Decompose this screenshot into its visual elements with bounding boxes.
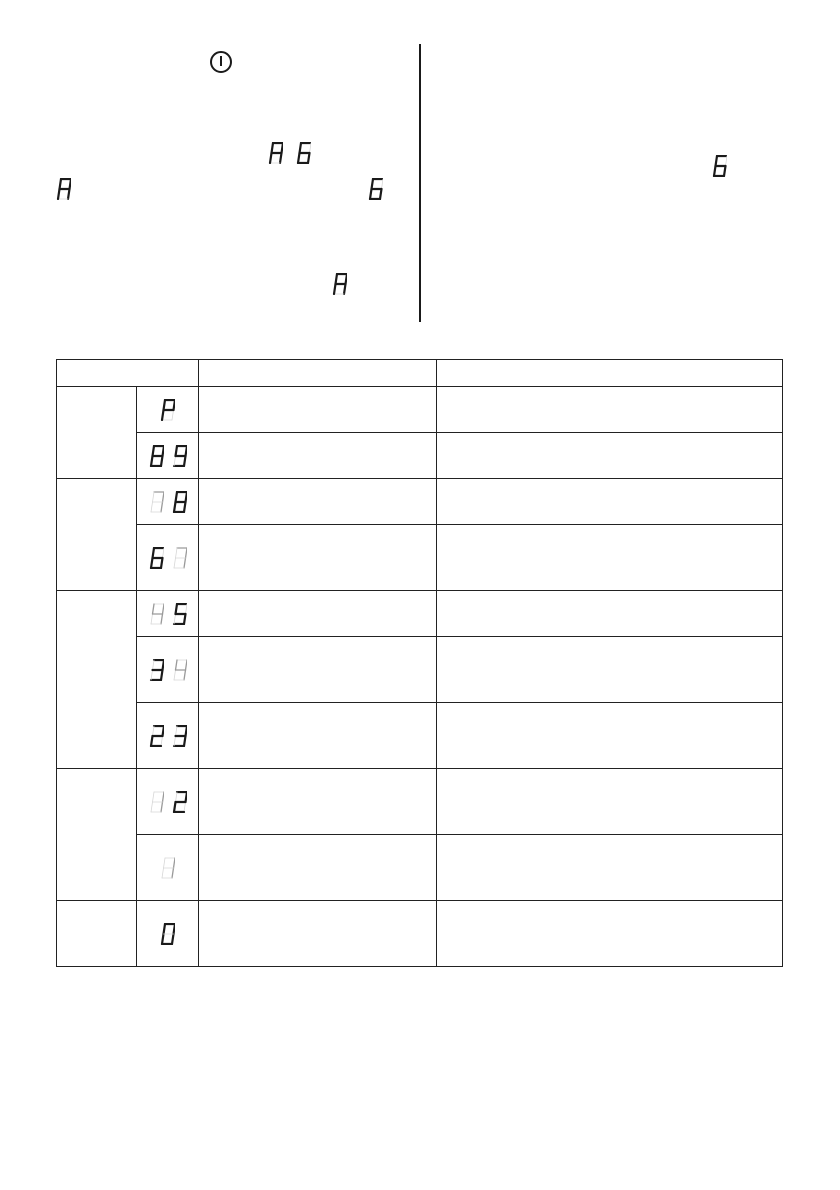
table-row <box>57 433 783 479</box>
group-cell <box>57 769 137 901</box>
table-header-cell <box>437 360 783 387</box>
display-cell <box>137 637 199 703</box>
segment-digit <box>368 178 383 200</box>
segment-digit <box>172 603 187 625</box>
segment-digit <box>296 142 311 164</box>
text-cell <box>199 835 437 901</box>
table-row <box>57 591 783 637</box>
segment-digit <box>149 659 164 681</box>
display-cell <box>137 835 199 901</box>
text-cell <box>199 525 437 591</box>
text-cell <box>199 479 437 525</box>
text-cell <box>437 525 783 591</box>
table-header-cell <box>199 360 437 387</box>
group-cell <box>57 479 137 591</box>
column-divider <box>419 44 421 322</box>
table-row <box>57 769 783 835</box>
segment-digit <box>149 491 164 513</box>
display-cell <box>137 387 199 433</box>
display-cell <box>137 703 199 769</box>
text-cell <box>437 835 783 901</box>
table-row <box>57 525 783 591</box>
text-cell <box>437 433 783 479</box>
display-cell <box>137 901 199 967</box>
display-glyph-g-right <box>368 178 383 200</box>
segment-digit <box>172 547 187 569</box>
display-cell <box>137 591 199 637</box>
text-cell <box>437 769 783 835</box>
display-cell <box>137 479 199 525</box>
segment-digit <box>712 155 727 177</box>
display-cell <box>137 433 199 479</box>
segment-digit <box>332 273 347 295</box>
text-cell <box>199 591 437 637</box>
segment-digit <box>149 725 164 747</box>
group-cell <box>57 901 137 967</box>
segment-digit <box>149 445 164 467</box>
display-cell <box>137 769 199 835</box>
table-row <box>57 479 783 525</box>
power-icon <box>209 50 233 74</box>
group-cell <box>57 387 137 479</box>
segment-digit <box>172 491 187 513</box>
segment-digit <box>160 857 175 879</box>
text-cell <box>199 387 437 433</box>
text-cell <box>437 479 783 525</box>
text-cell <box>437 901 783 967</box>
segment-digit <box>172 791 187 813</box>
segment-digit <box>149 603 164 625</box>
text-cell <box>199 433 437 479</box>
text-cell <box>199 703 437 769</box>
power-level-table <box>56 359 783 967</box>
segment-digit <box>268 142 283 164</box>
text-cell <box>437 387 783 433</box>
display-glyph-a-left <box>56 178 71 200</box>
text-cell <box>437 591 783 637</box>
display-glyph-a-bottom <box>332 273 347 295</box>
table-row <box>57 703 783 769</box>
table-row <box>57 387 783 433</box>
segment-digit <box>56 178 71 200</box>
segment-digit <box>172 659 187 681</box>
display-glyph-a <box>268 142 283 164</box>
segment-digit <box>149 791 164 813</box>
segment-digit <box>172 725 187 747</box>
table-header-cell <box>57 360 199 387</box>
group-cell <box>57 591 137 769</box>
table-row <box>57 835 783 901</box>
segment-digit <box>172 445 187 467</box>
text-cell <box>199 769 437 835</box>
text-cell <box>437 637 783 703</box>
table-header-row <box>57 360 783 387</box>
text-cell <box>199 637 437 703</box>
display-glyph-g-rightcol <box>712 155 727 177</box>
segment-digit <box>149 547 164 569</box>
text-cell <box>199 901 437 967</box>
table-row <box>57 637 783 703</box>
display-glyph-g <box>296 142 311 164</box>
segment-digit <box>160 399 175 421</box>
segment-digit <box>160 923 175 945</box>
text-cell <box>437 703 783 769</box>
table-row <box>57 901 783 967</box>
display-cell <box>137 525 199 591</box>
